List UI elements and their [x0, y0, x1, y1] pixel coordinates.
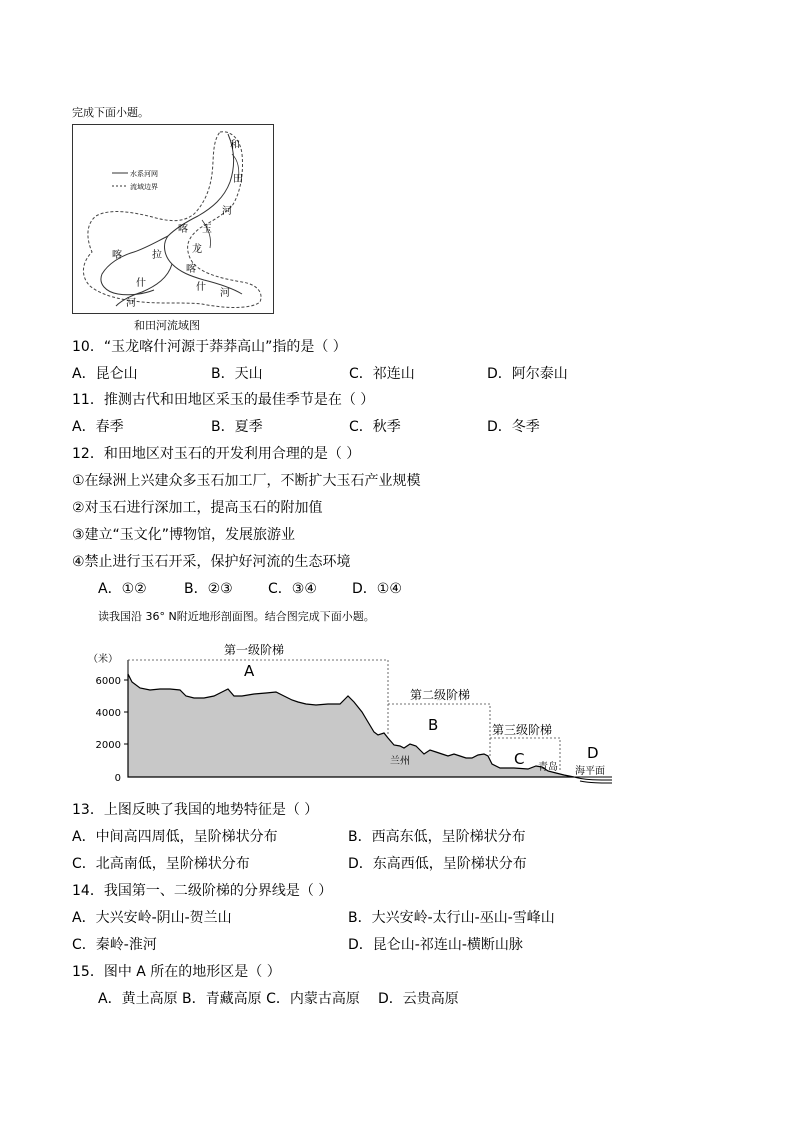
label-lanzhou: 兰州 — [390, 756, 410, 767]
map-label-he3: 河 — [220, 288, 230, 299]
map-caption: 和田河流域图 — [134, 319, 200, 332]
q10-option-b: B．天山 — [211, 366, 263, 382]
q15-options-abc: A．黄土高原 B．青藏高原 C．内蒙古高原 — [98, 991, 360, 1007]
q13-option-d: D．东高西低，呈阶梯状分布 — [348, 856, 527, 872]
label-a: A — [244, 662, 255, 680]
q13-option-b: B．西高东低，呈阶梯状分布 — [348, 829, 526, 845]
map-label-ka3: 喀 — [186, 264, 196, 275]
q10-option-a: A．昆仑山 — [72, 366, 138, 382]
label-step2: 第二级阶梯 — [410, 688, 471, 702]
map-label-ka: 喀 — [178, 224, 188, 235]
q10-option-c: C．祁连山 — [349, 366, 415, 382]
question-12-stem: 12．和田地区对玉石的开发利用合理的是（ ） — [72, 446, 361, 462]
q14-option-b: B．大兴安岭-太行山-巫山-雪峰山 — [348, 910, 555, 926]
q11-option-a: A．春季 — [72, 419, 124, 435]
q12-statement-3: ③建立“玉文化”博物馆，发展旅游业 — [72, 527, 296, 543]
label-d: D — [587, 744, 599, 762]
q15-option-d: D．云贵高原 — [378, 991, 459, 1007]
intro-text: 完成下面小题。 — [72, 106, 149, 119]
map-label-he: 和 — [230, 140, 240, 151]
ytick-6000: 6000 — [95, 676, 121, 687]
question-11-stem: 11．推测古代和田地区采玉的最佳季节是在（ ） — [72, 392, 375, 408]
label-step3: 第三级阶梯 — [492, 723, 553, 737]
hetian-river-map — [72, 124, 274, 314]
label-step1: 第一级阶梯 — [224, 643, 285, 657]
label-qingdao: 青岛 — [538, 762, 558, 773]
q11-option-c: C．秋季 — [349, 419, 401, 435]
q12-option-a: A．①② — [98, 581, 147, 597]
q12-statement-2: ②对玉石进行深加工，提高玉石的附加值 — [72, 500, 323, 516]
map-label-he4: 河 — [126, 298, 136, 309]
ytick-2000: 2000 — [95, 740, 121, 751]
ytick-0: 0 — [114, 773, 121, 784]
ytick-4000: 4000 — [95, 708, 121, 719]
map-label-shi2: 什 — [196, 282, 206, 293]
label-c: C — [514, 750, 525, 768]
map-label-ka2: 喀 — [112, 250, 122, 261]
terrain-profile-36n — [84, 640, 616, 788]
q13-option-c: C．北高南低，呈阶梯状分布 — [72, 856, 250, 872]
legend-river: 水系河网 — [130, 170, 158, 178]
question-10-stem: 10．“玉龙喀什河源于莽莽高山”指的是（ ） — [72, 339, 347, 355]
question-15-stem: 15．图中 A 所在的地形区是（ ） — [72, 964, 281, 980]
q12-option-d: D．①④ — [352, 581, 402, 597]
map-label-he2: 河 — [222, 206, 232, 217]
label-sea-level: 海平面 — [575, 766, 605, 777]
q12-statement-4: ④禁止进行玉石开采，保护好河流的生态环境 — [72, 554, 351, 570]
map-label-tian: 田 — [233, 174, 243, 185]
q10-option-d: D．阿尔泰山 — [487, 366, 568, 382]
q12-option-c: C．③④ — [268, 581, 317, 597]
q12-statement-1: ①在绿洲上兴建众多玉石加工厂，不断扩大玉石产业规模 — [72, 473, 421, 489]
map-label-la: 拉 — [152, 250, 162, 261]
q14-option-a: A．大兴安岭-阴山-贺兰山 — [72, 910, 232, 926]
y-unit: （米） — [88, 654, 118, 665]
q12-option-b: B．②③ — [184, 581, 233, 597]
question-13-stem: 13．上图反映了我国的地势特征是（ ） — [72, 802, 319, 818]
question-14-stem: 14．我国第一、二级阶梯的分界线是（ ） — [72, 883, 333, 899]
map-label-shi: 什 — [136, 278, 146, 289]
q11-option-b: B．夏季 — [211, 419, 263, 435]
map-label-yu: 玉 — [202, 224, 212, 235]
q11-option-d: D．冬季 — [487, 419, 540, 435]
q14-option-c: C．秦岭-淮河 — [72, 937, 157, 953]
q13-option-a: A．中间高四周低，呈阶梯状分布 — [72, 829, 278, 845]
legend-boundary: 流域边界 — [130, 183, 158, 191]
intro2-text: 读我国沿 36° N附近地形剖面图。结合图完成下面小题。 — [98, 610, 375, 623]
map-label-long: 龙 — [192, 244, 202, 255]
label-b: B — [428, 716, 439, 734]
q14-option-d: D．昆仑山-祁连山-横断山脉 — [348, 937, 523, 953]
